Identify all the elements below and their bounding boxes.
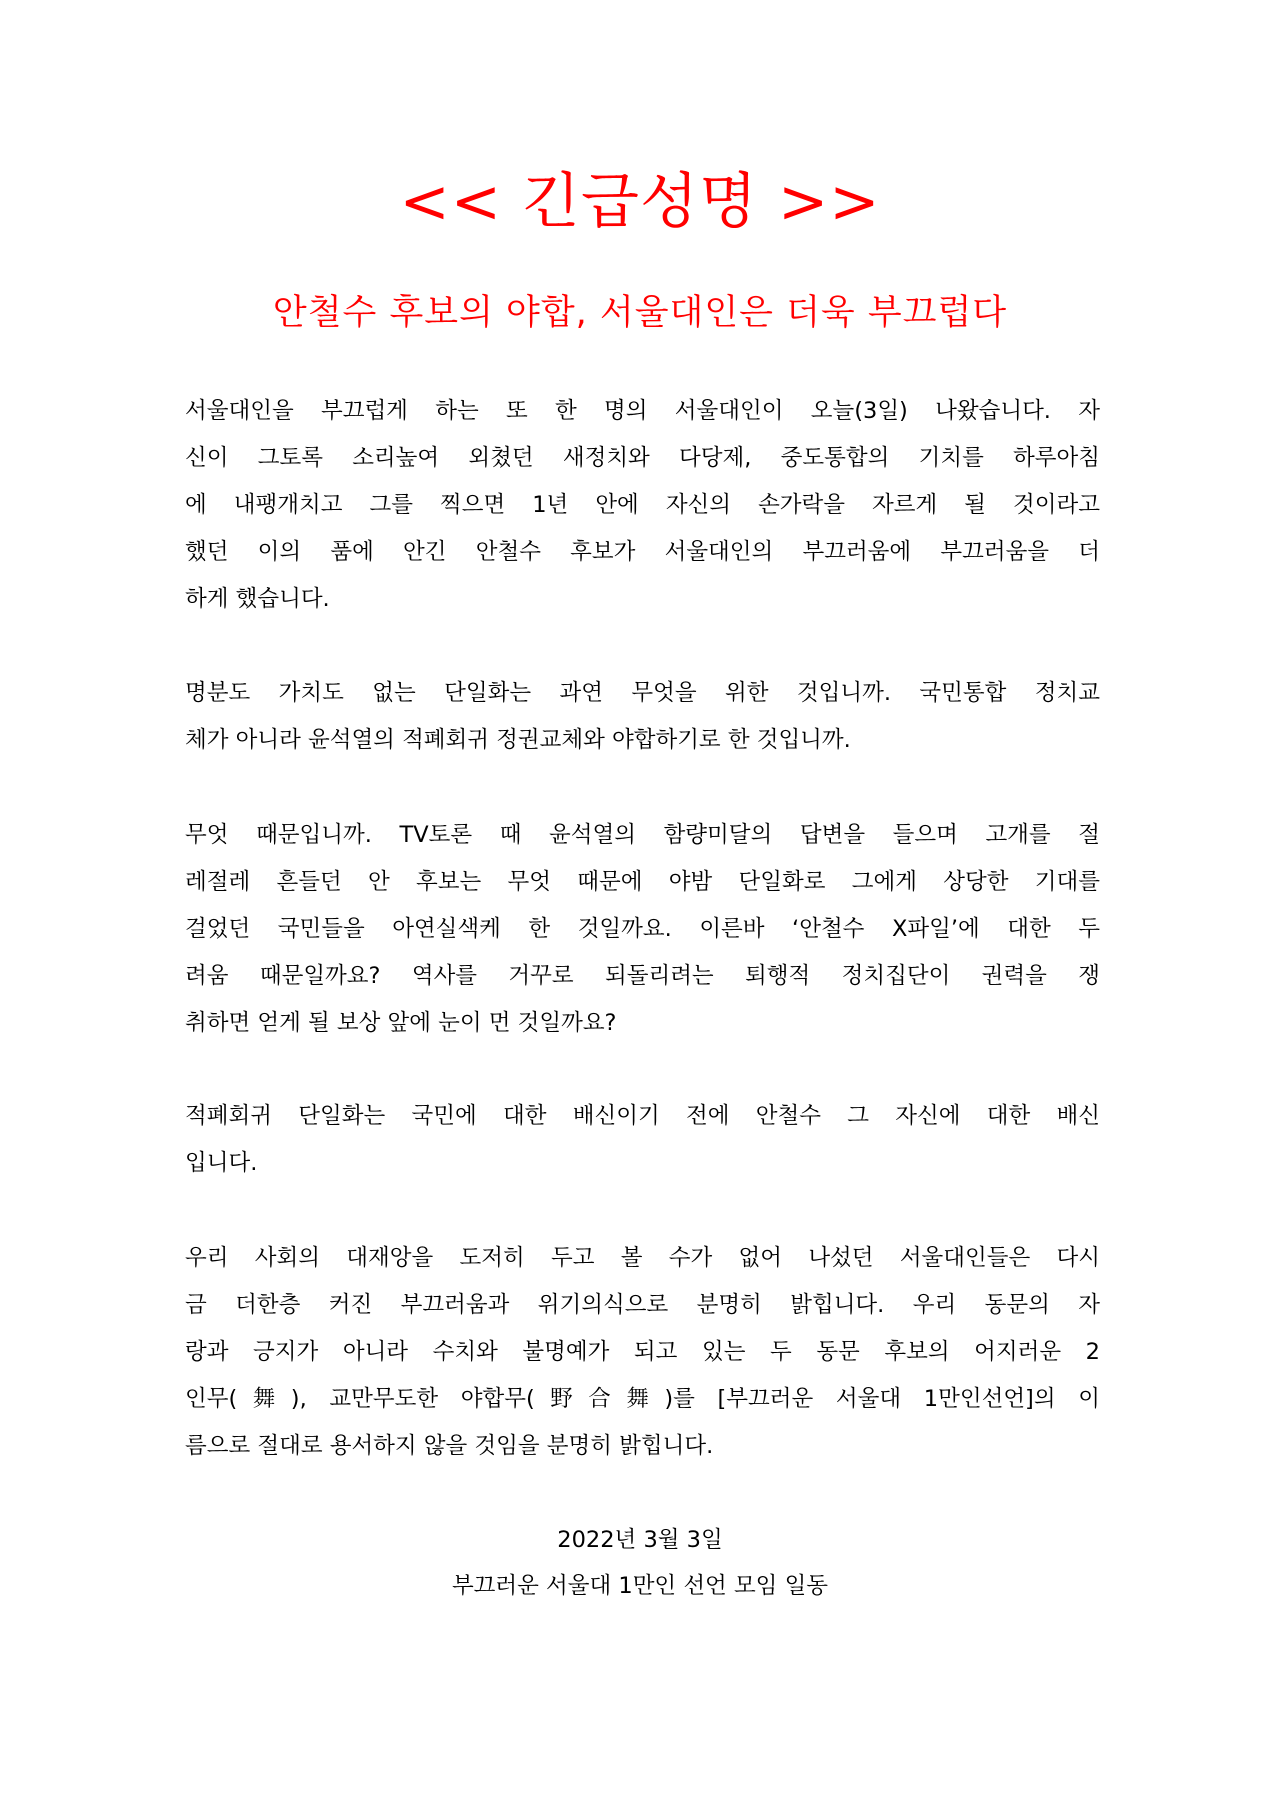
signature-date: 2022년 3월 3일 [557, 1527, 723, 1553]
paragraph-line: 했던 이의 품에 안긴 안철수 후보가 서울대인의 부끄러움에 부끄러움을 더 [185, 539, 1100, 565]
paragraph-1 [185, 388, 1100, 623]
paragraph-line: 걸었던 국민들을 아연실색케 한 것일까요. 이른바 ‘안철수 X파일’에 대한 두 [185, 916, 1100, 942]
paragraph-line: 우리 사회의 대재앙을 도저히 두고 볼 수가 없어 나섰던 서울대인들은 다시 [185, 1245, 1100, 1271]
paragraph-line: 레절레 흔들던 안 후보는 무엇 때문에 야밤 단일화로 그에게 상당한 기대를 [185, 869, 1100, 895]
paragraph-line: 름으로 절대로 용서하지 않을 것임을 분명히 밝힙니다. [185, 1433, 714, 1459]
paragraph-5 [185, 1235, 1100, 1470]
paragraph-line: 체가 아니라 윤석열의 적폐회귀 정권교체와 야합하기로 한 것입니까. [185, 727, 851, 753]
paragraph-4 [185, 1093, 1100, 1187]
paragraph-line: 무엇 때문입니까. TV토론 때 윤석열의 함량미달의 답변을 들으며 고개를 절 [185, 822, 1100, 848]
paragraph-line: 입니다. [185, 1150, 258, 1176]
statement-subtitle: 안철수 후보의 야합, 서울대인은 더욱 부끄럽다 [272, 293, 1008, 333]
paragraph-line: 취하면 얻게 될 보상 앞에 눈이 먼 것일까요? [185, 1010, 617, 1036]
paragraph-2 [185, 670, 1100, 764]
paragraph-3 [185, 812, 1100, 1047]
paragraph-line: 서울대인을 부끄럽게 하는 또 한 명의 서울대인이 오늘(3일) 나왔습니다. 자 [185, 398, 1100, 424]
paragraph-line: 랑과 긍지가 아니라 수치와 불명예가 되고 있는 두 동문 후보의 어지러운 2 [185, 1339, 1100, 1365]
paragraph-line: 명분도 가치도 없는 단일화는 과연 무엇을 위한 것입니까. 국민통합 정치교 [185, 680, 1100, 706]
paragraph-line: 적폐회귀 단일화는 국민에 대한 배신이기 전에 안철수 그 자신에 대한 배신 [185, 1103, 1100, 1129]
paragraph-line: 려움 때문일까요? 역사를 거꾸로 되돌리려는 퇴행적 정치집단이 권력을 쟁 [185, 963, 1100, 989]
paragraph-line: 에 내팽개치고 그를 찍으면 1년 안에 자신의 손가락을 자르게 될 것이라고 [185, 492, 1100, 518]
paragraph-line: 하게 했습니다. [185, 586, 330, 612]
statement-title: << 긴급성명 >> [399, 167, 881, 237]
signature-author: 부끄러운 서울대 1만인 선언 모임 일동 [451, 1573, 829, 1599]
paragraph-line: 인무(舞), 교만무도한 야합무(野合舞)를 [부끄러운 서울대 1만인선언]의 이 [185, 1386, 1100, 1412]
paragraph-line: 금 더한층 커진 부끄러움과 위기의식으로 분명히 밝힙니다. 우리 동문의 자 [185, 1292, 1100, 1318]
paragraph-line: 신이 그토록 소리높여 외쳤던 새정치와 다당제, 중도통합의 기치를 하루아침 [185, 445, 1100, 471]
